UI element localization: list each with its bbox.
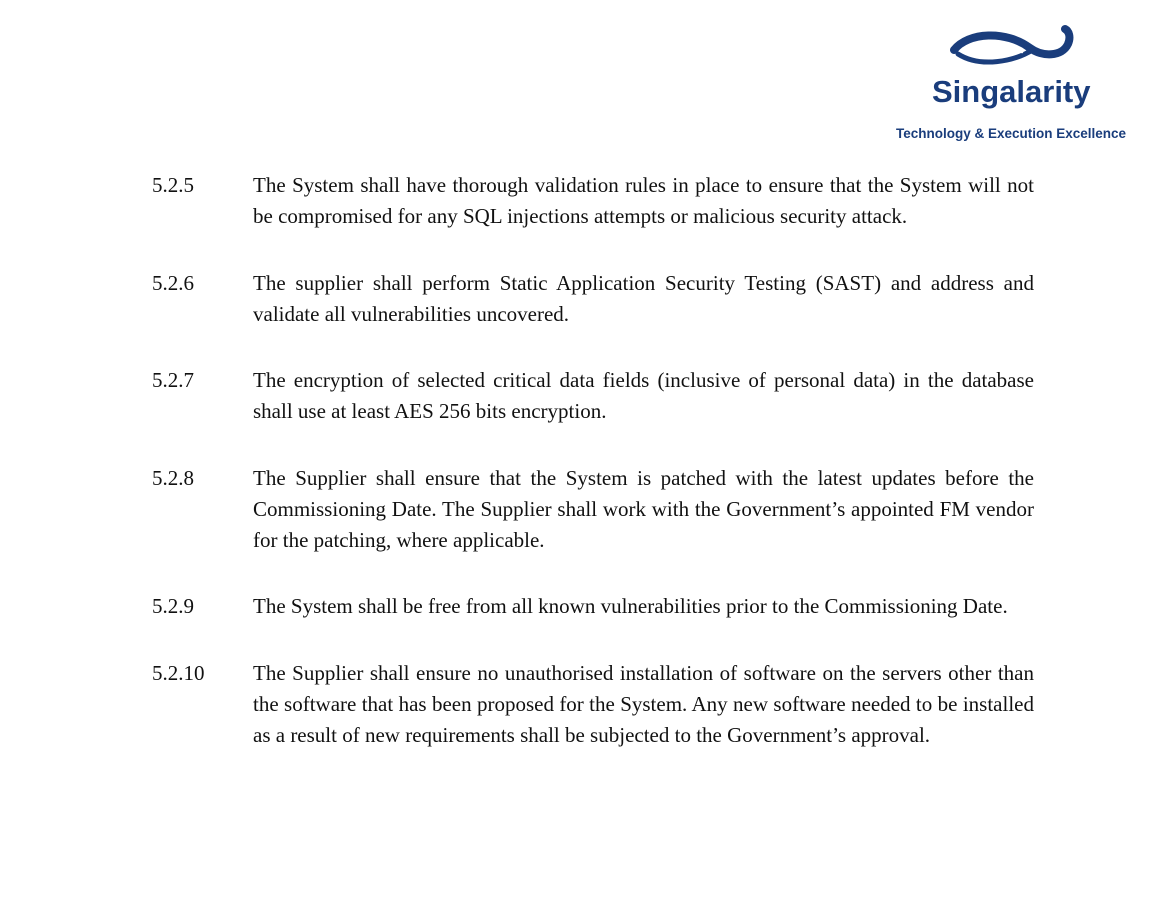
clause-number: 5.2.5	[152, 173, 194, 197]
clause-number: 5.2.10	[152, 661, 205, 685]
clause-number: 5.2.8	[152, 466, 194, 490]
clause-list	[152, 170, 1034, 751]
clause-text: The Supplier shall ensure no unauthorised installation of software on the servers other than the software that has been proposed for the System. Any new software needed to be installed as a result of new requirements shall be subjected to the Government’s approval.	[253, 661, 1034, 747]
clause-item	[152, 268, 1034, 330]
company-name: Singalarity	[932, 74, 1091, 109]
clause-text: The Supplier shall ensure that the System is patched with the latest updates before the Commissioning Date. The Supplier shall work with the Government’s appointed FM vendor for the patching, where applicable.	[253, 466, 1034, 552]
clause-text: The System shall be free from all known vulnerabilities prior to the Commissioning Date.	[253, 594, 1008, 618]
company-logo	[890, 22, 1140, 152]
clause-number: 5.2.9	[152, 594, 194, 618]
clause-text: The encryption of selected critical data fields (inclusive of personal data) in the database shall use at least AES 256 bits encryption.	[253, 368, 1034, 423]
infinity-wave-logo-icon	[950, 24, 1080, 74]
clause-number: 5.2.7	[152, 368, 194, 392]
clause-item	[152, 591, 1034, 622]
clause-text: The System shall have thorough validation rules in place to ensure that the System will not be compromised for any SQL injections attempts or malicious security attack.	[253, 173, 1034, 228]
clause-text: The supplier shall perform Static Application Security Testing (SAST) and address and validate all vulnerabilities uncovered.	[253, 271, 1034, 326]
clause-item	[152, 170, 1034, 232]
clause-item	[152, 658, 1034, 751]
clause-item	[152, 365, 1034, 427]
clause-item	[152, 463, 1034, 556]
company-tagline: Technology & Execution Excellence	[896, 126, 1127, 141]
clause-number: 5.2.6	[152, 271, 194, 295]
